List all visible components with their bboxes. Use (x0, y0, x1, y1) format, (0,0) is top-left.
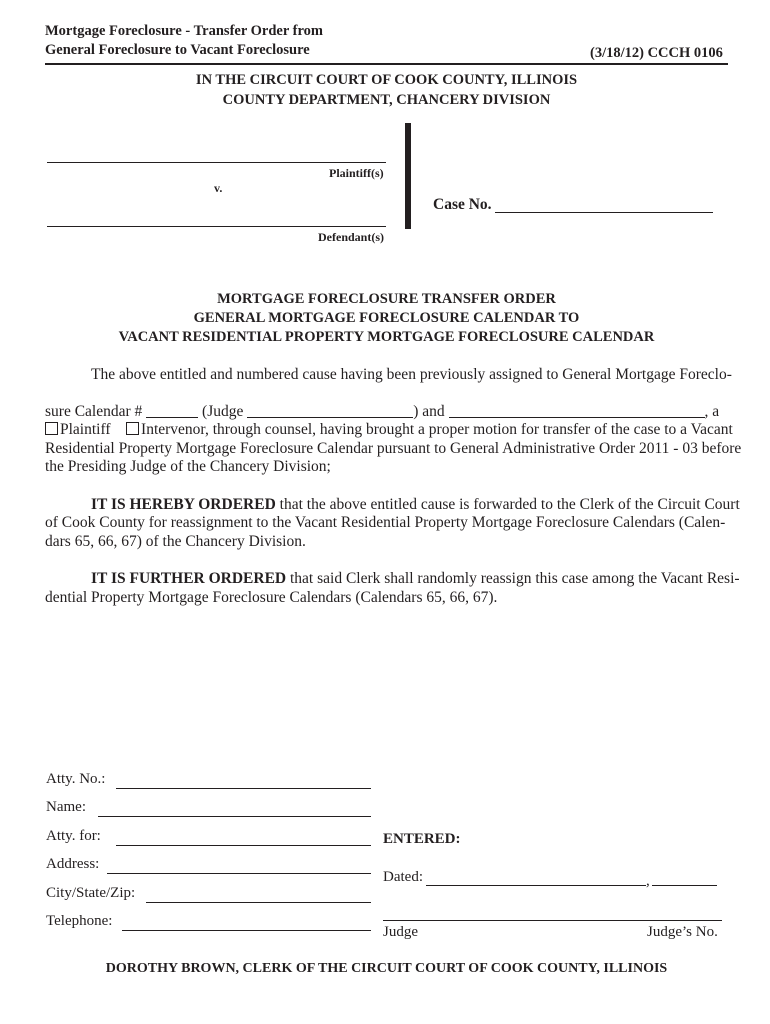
plaintiff-line[interactable] (47, 162, 386, 163)
judge-name-field[interactable] (247, 403, 413, 418)
dated-comma: , (646, 873, 650, 889)
case-no-field[interactable] (495, 212, 713, 213)
judge-signature-line[interactable] (383, 920, 722, 921)
judge-close: ) and (413, 403, 445, 420)
intervenor-option-label: Intervenor, through counsel, having brought a proper motion for transfer of the case to a Vacant (141, 421, 733, 438)
order-title-line1: MORTGAGE FORECLOSURE TRANSFER ORDER (217, 291, 556, 307)
judge-no-label: Judge’s No. (647, 924, 718, 940)
atty-for-label: Atty. for: (46, 828, 101, 844)
ordered1-line3: dars 65, 66, 67) of the Chancery Division. (45, 533, 306, 550)
defendant-label: Defendant(s) (318, 230, 384, 244)
calendar-line (45, 403, 727, 421)
court-line1: IN THE CIRCUIT COURT OF COOK COUNTY, ILLINOIS (195, 72, 578, 88)
judge-open: (Judge (202, 403, 244, 420)
ordered2-bold: IT IS FURTHER ORDERED (91, 570, 287, 587)
dated-label: Dated: (383, 869, 423, 885)
intervenor-checkbox[interactable] (126, 422, 139, 435)
telephone-field[interactable] (122, 930, 371, 931)
judge-label: Judge (383, 924, 418, 940)
form-code: (3/18/12) CCCH 0106 (590, 45, 723, 61)
form-title-line2: General Foreclosure to Vacant Foreclosure (45, 42, 310, 58)
address-field[interactable] (107, 873, 371, 874)
party-name-field[interactable] (449, 403, 705, 418)
ordered1-line1 (91, 496, 740, 514)
city-label: City/State/Zip: (46, 885, 136, 901)
address-label: Address: (46, 856, 100, 872)
ordered1-line2: of Cook County for reassignment to the Vacant Residential Property Mortgage Foreclosure Calendars (Calen- (45, 514, 726, 531)
comma-a: , a (704, 403, 720, 420)
calendar-prefix: sure Calendar # (45, 403, 143, 420)
intro-text: The above entitled and numbered cause having been previously assigned to General Mortgage Foreclo- (91, 366, 732, 383)
city-field[interactable] (146, 902, 371, 903)
telephone-label: Telephone: (46, 913, 113, 929)
defendant-line[interactable] (47, 226, 386, 227)
motion-line3: Residential Property Mortgage Foreclosure Calendar pursuant to General Administrative Order 2011 - 03 before (45, 440, 742, 457)
name-label: Name: (46, 799, 86, 815)
header-rule (45, 63, 728, 65)
ordered2-line1 (91, 570, 740, 588)
ordered1-bold: IT IS HEREBY ORDERED (91, 496, 276, 513)
ordered2-text: that said Clerk shall randomly reassign this case among the Vacant Resi- (290, 570, 740, 587)
name-field[interactable] (98, 816, 371, 817)
atty-for-field[interactable] (116, 845, 371, 846)
clerk-footer: DOROTHY BROWN, CLERK OF THE CIRCUIT COURT OF COOK COUNTY, ILLINOIS (105, 961, 668, 976)
versus-label: v. (214, 181, 223, 195)
entered-label: ENTERED: (383, 831, 461, 847)
court-line2: COUNTY DEPARTMENT, CHANCERY DIVISION (222, 92, 551, 108)
dated-field[interactable] (426, 885, 646, 886)
atty-no-field[interactable] (116, 788, 371, 789)
plaintiff-checkbox[interactable] (45, 422, 58, 435)
dated-year-field[interactable] (652, 885, 717, 886)
party-options-line (45, 421, 733, 439)
caption-divider (405, 123, 411, 229)
case-no-label: Case No. (433, 196, 492, 213)
ordered1-text: that the above entitled cause is forwarded to the Clerk of the Circuit Court (279, 496, 740, 513)
form-title-line1: Mortgage Foreclosure - Transfer Order from (45, 23, 323, 39)
order-title-line2: GENERAL MORTGAGE FORECLOSURE CALENDAR TO (193, 310, 580, 326)
plaintiff-label: Plaintiff(s) (329, 166, 384, 180)
plaintiff-option-label: Plaintiff (60, 421, 111, 438)
ordered2-line2: dential Property Mortgage Foreclosure Calendars (Calendars 65, 66, 67). (45, 589, 498, 606)
calendar-number-field[interactable] (146, 403, 198, 418)
motion-line4: the Presiding Judge of the Chancery Division; (45, 458, 331, 475)
atty-no-label: Atty. No.: (46, 771, 106, 787)
order-title-line3: VACANT RESIDENTIAL PROPERTY MORTGAGE FORECLOSURE CALENDAR (118, 329, 655, 345)
